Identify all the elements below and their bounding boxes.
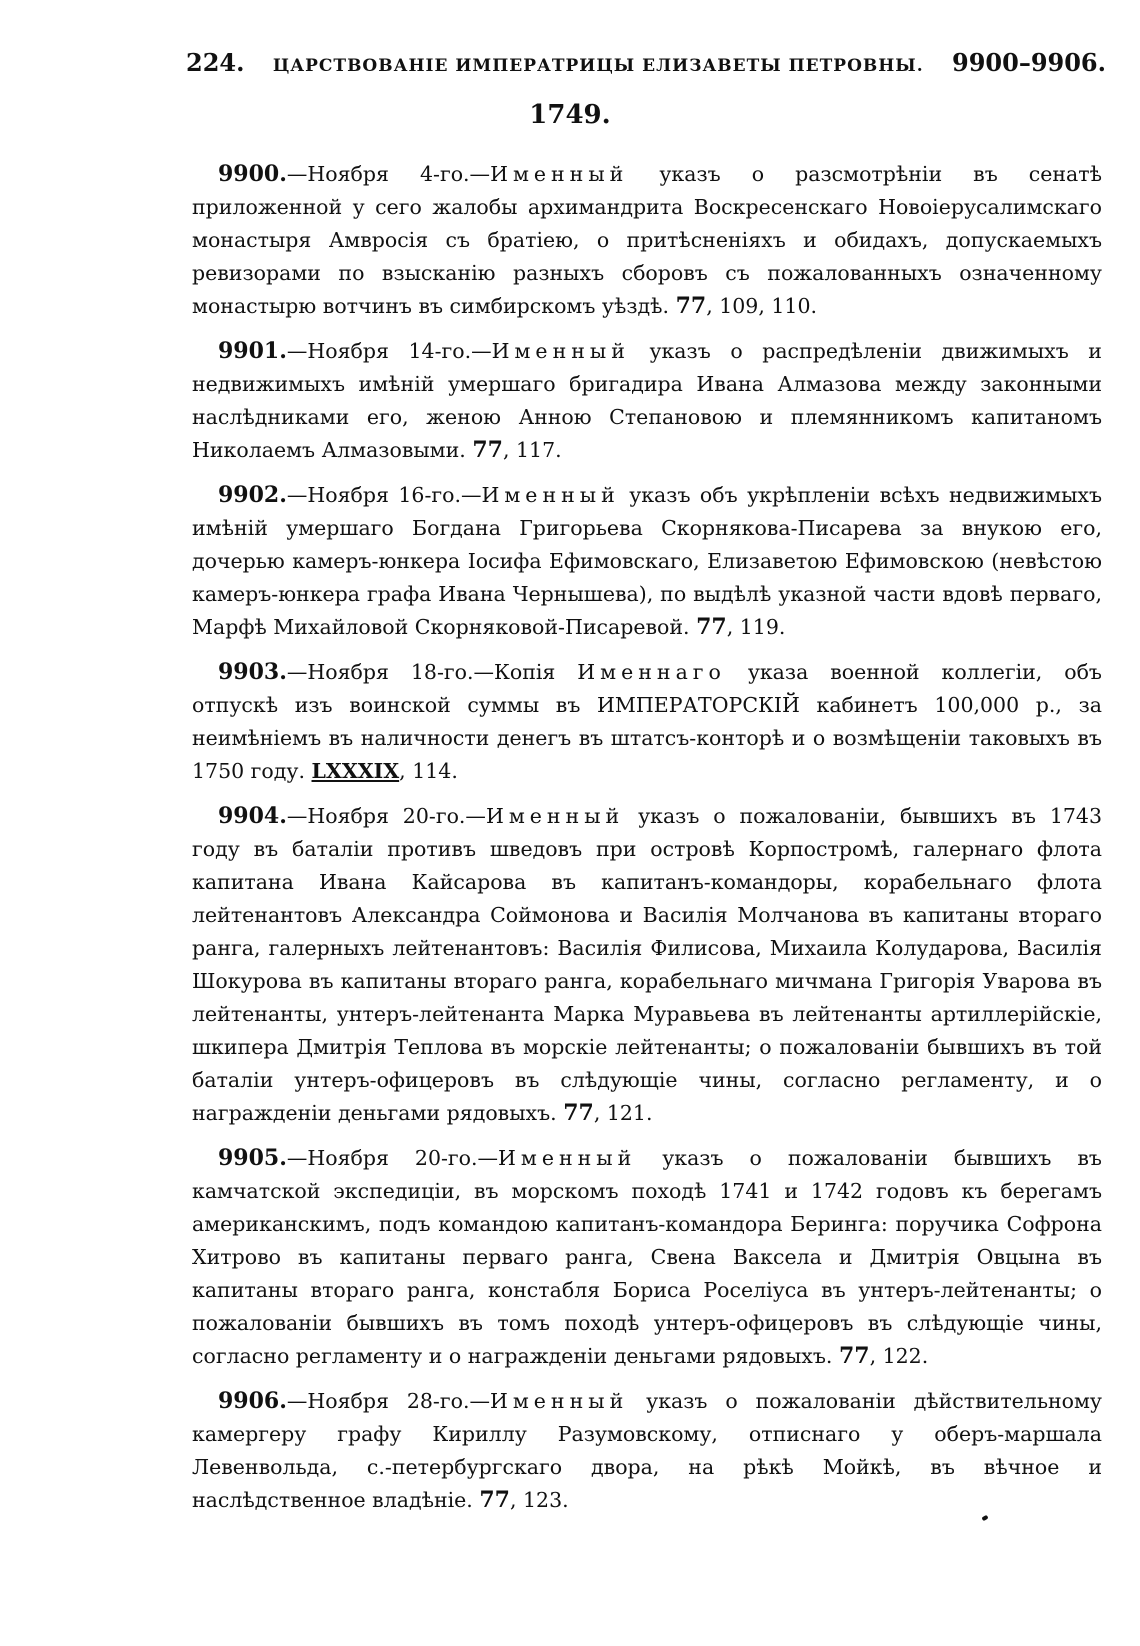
entry-number: 9902. [218, 482, 287, 508]
entry-volume: 77 [696, 614, 727, 640]
entry-kind: Именный [485, 804, 625, 828]
entry-pages: , 119. [726, 615, 786, 639]
entry-pages: , 109, 110. [706, 294, 818, 318]
entry-date: —Ноября 16-го.— [286, 483, 482, 507]
entry-volume: 77 [472, 437, 503, 463]
entry-text: указъ о пожалованіи дѣйствительному камергеру графу Кириллу Разумовскому, отписнаго у оберъ-маршала Левенвольда, с.-петербургскаго двора, на рѣкѣ Мойкѣ, въ вѣчное и наслѣдственное владѣніе. [192, 1389, 1102, 1512]
entry-prefix: Копія [493, 660, 578, 684]
entry-volume: 77 [838, 1343, 870, 1369]
entry-date: —Ноября 4-го.— [286, 162, 491, 186]
entry-text: указъ объ укрѣпленіи всѣхъ недвижимыхъ имѣній умершаго Богдана Григорьева Скорнякова-Писарева за внукою его, дочерью камеръ-юнкера Іосифа Ефимовскаго, Елизаветою Ефимовскою (невѣстою камеръ-юнкера графа Ивана Чернышева), по выдѣлѣ указной части вдовѣ перваго, Марфѣ Михайловой Скорняковой-Писаревой. [192, 483, 1102, 639]
entry-9906 [192, 1385, 1102, 1517]
number-range: 9900–9906. [952, 48, 1106, 77]
entry-pages: , 121. [593, 1101, 653, 1125]
entry-9905 [192, 1142, 1102, 1373]
entry-number: 9904. [218, 803, 287, 829]
year-heading: 1749. [529, 100, 611, 130]
entry-text: указъ о пожалованіи бывшихъ въ камчатской экспедиціи, въ морскомъ походѣ 1741 и 1742 годовъ къ берегамъ американскимъ, подъ командою капитанъ-командора Беринга: поручика Софрона Хитрово въ капитаны перваго ранга, Свена Ваксела и Дмитрія Овцына въ капитаны втораго ранга, констабля Бориса Роселіуса въ унтеръ-лейтенанты; о пожалованіи бывшихъ въ томъ походѣ унтеръ-офицеровъ въ слѣдующіе чины, согласно регламенту и о награжденіи деньгами рядовыхъ. [192, 1146, 1102, 1368]
entry-9904 [192, 800, 1102, 1130]
entry-volume: 77 [675, 293, 707, 319]
entry-date: —Ноября 20-го.— [286, 1146, 499, 1170]
entry-list [192, 158, 1102, 1529]
entry-text: указъ о пожалованіи, бывшихъ въ 1743 году въ баталіи противъ шведовъ при островѣ Корпостромѣ, галернаго флота капитана Ивана Кайсарова въ капитанъ-командоры, корабельнаго флота лейтенантовъ Александра Соймонова и Василія Молчанова въ капитаны втораго ранга, галерныхъ лейтенантовъ: Василія Филисова, Михаила Колударова, Василія Шокурова въ капитаны втораго ранга, корабельнаго мичмана Григорія Уварова въ лейтенанты, унтеръ-лейтенанта Марка Муравьева въ лейтенанты артиллерійскіе, шкипера Дмитрія Теплова въ морскіе лейтенанты; о пожалованіи бывшихъ въ той баталіи унтеръ-офицеровъ въ слѣдующіе чины, согласно регламенту, и о награжденіи деньгами рядовыхъ. [192, 804, 1102, 1125]
entry-volume: 77 [563, 1100, 594, 1126]
page-number: 224. [186, 48, 245, 77]
entry-pages: , 114. [399, 759, 458, 783]
entry-9903 [192, 656, 1102, 788]
entry-date: —Ноября 18-го.— [286, 660, 494, 684]
entry-date: —Ноября 28-го.— [286, 1389, 490, 1413]
running-title: ЦАРСТВОВАНІЕ ИМПЕРАТРИЦЫ ЕЛИЗАВЕТЫ ПЕТРОВНЫ. [272, 56, 924, 76]
entry-pages: , 117. [502, 438, 562, 462]
entry-kind: Именный [489, 1389, 629, 1413]
entry-number: 9901. [218, 338, 287, 364]
entry-pages: , 122. [869, 1344, 929, 1368]
entry-number: 9905. [218, 1145, 287, 1171]
entry-pages: , 123. [509, 1488, 569, 1512]
entry-date: —Ноября 14-го.— [286, 339, 492, 363]
running-header [186, 48, 1106, 84]
entry-number: 9900. [218, 161, 287, 187]
entry-9902 [192, 479, 1102, 644]
entry-kind: Именный [490, 162, 629, 186]
entry-volume-roman: LXXXIX [311, 759, 400, 783]
entry-text: указъ о разсмотрѣніи въ сенатѣ приложенной у сего жалобы архимандрита Воскресенскаго Новоіерусалимскаго монастыря Амвросія съ братіею, о притѣсненіяхъ и обидахъ, допускаемыхъ ревизорами по взысканію разныхъ сборовъ съ пожалованныхъ означенному монастырю вотчинъ въ симбирскомъ уѣздѣ. [192, 162, 1102, 318]
entry-volume: 77 [479, 1487, 510, 1513]
entry-9901 [192, 335, 1102, 467]
entry-kind: Именный [481, 483, 620, 507]
entry-number: 9903. [218, 659, 287, 685]
entry-kind: Именный [498, 1146, 637, 1170]
entry-9900 [192, 158, 1102, 323]
entry-number: 9906. [218, 1388, 287, 1414]
entry-text: указъ о распредѣленіи движимыхъ и недвижимыхъ имѣній умершаго бригадира Ивана Алмазова между законными наслѣдниками его, женою Анною Степановою и племянникомъ капитаномъ Николаемъ Алмазовыми. [192, 339, 1102, 462]
entry-kind: Именный [491, 339, 630, 363]
entry-text: указа военной коллегіи, объ отпускѣ изъ воинской суммы въ ИМПЕРАТОРСКІЙ кабинетъ 100,000 р., за неимѣніемъ въ наличности денегъ въ штатсъ-конторѣ и о возмѣщеніи таковыхъ въ 1750 году. [192, 660, 1102, 783]
entry-kind: Именнаго [577, 660, 726, 684]
entry-date: —Ноября 20-го.— [286, 804, 486, 828]
